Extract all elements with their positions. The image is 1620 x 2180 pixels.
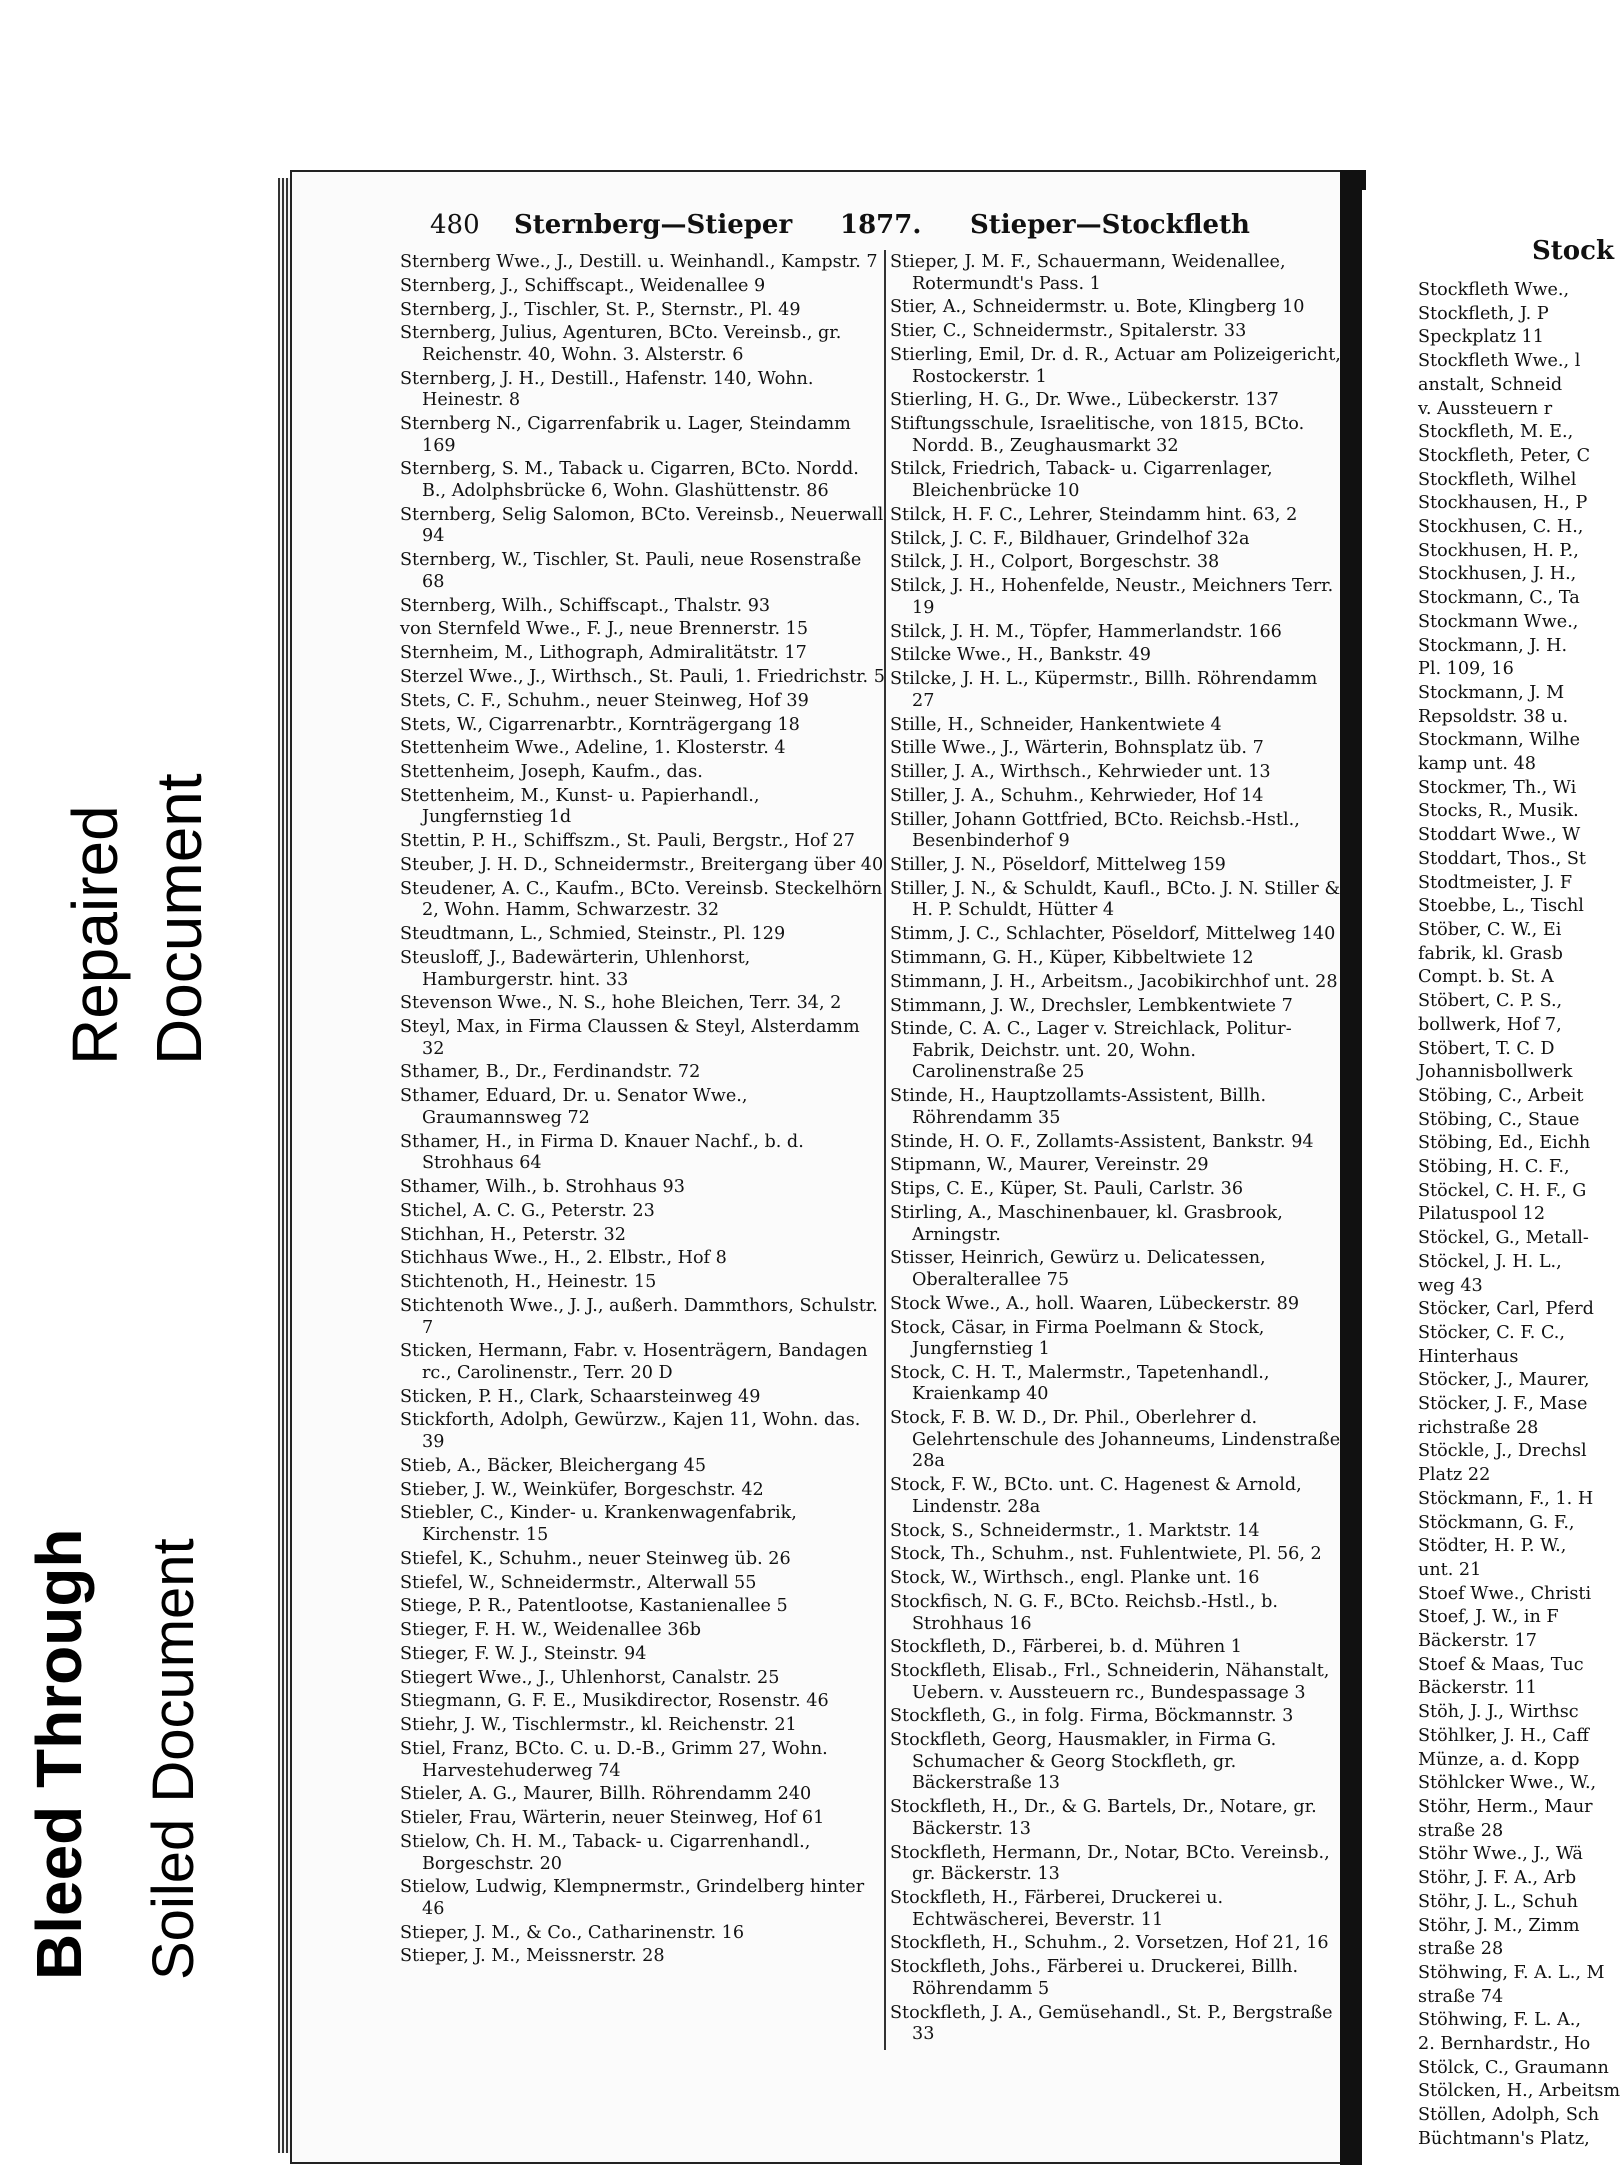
directory-entry: Stöhr, J. F. A., Arb [1418, 1868, 1577, 1889]
directory-entry: Stevenson Wwe., N. S., hohe Bleichen, Terr. 34, 2 [400, 993, 842, 1014]
directory-entry: Stiel, Franz, BCto. C. u. D.-B., Grimm 27, Wohn. Harvestehuderweg 74 [400, 1739, 828, 1781]
directory-entry: Stockhusen, H. P., [1418, 540, 1579, 561]
directory-entry: Münze, a. d. Kopp [1418, 1749, 1580, 1770]
directory-entry: Stirling, A., Maschinenbauer, kl. Grasbrook, Arningstr. [890, 1202, 1283, 1245]
directory-entry: Compt. b. St. A [1418, 967, 1554, 988]
directory-entry: Sthamer, Eduard, Dr. u. Senator Wwe., Graumannsweg 72 [400, 1086, 748, 1128]
directory-entry: Sternberg, J., Tischler, St. P., Sternstr., Pl. 49 [400, 299, 801, 320]
directory-entry: Stichhaus Wwe., H., 2. Elbstr., Hof 8 [400, 1248, 727, 1269]
directory-entry: Stoef Wwe., Christi [1418, 1583, 1592, 1604]
directory-entry: Stöbing, Ed., Eichh [1418, 1133, 1591, 1154]
directory-entry: Stichtenoth Wwe., J. J., außerh. Dammthors, Schulstr. 7 [400, 1295, 878, 1338]
directory-entry: Stierling, Emil, Dr. d. R., Actuar am Polizeigericht, Rostockerstr. 1 [890, 344, 1341, 387]
directory-entry: Sterzel Wwe., J., Wirthsch., St. Pauli, 1. Friedrichstr. 5 [400, 666, 885, 687]
directory-entry: Stockhusen, C. H., [1418, 517, 1584, 538]
directory-entry: Stockmer, Th., Wi [1418, 777, 1577, 798]
directory-entry: Stilcke Wwe., H., Bankstr. 49 [890, 645, 1151, 666]
directory-entry: Stickforth, Adolph, Gewürzw., Kajen 11, Wohn. das. 39 [400, 1410, 861, 1453]
directory-entry: Stimmann, J. W., Drechsler, Lembkentwiete 7 [890, 995, 1293, 1016]
next-page-heading: Stock [1532, 236, 1614, 266]
directory-entry: weg 43 [1418, 1275, 1483, 1296]
directory-entry: Stöllen, Adolph, Sch [1418, 2105, 1600, 2126]
directory-entry: Stier, A., Schneidermstr. u. Bote, Klingberg 10 [890, 297, 1305, 318]
directory-entry: Stierling, H. G., Dr. Wwe., Lübeckerstr. 137 [890, 390, 1279, 411]
directory-entry: Stöckel, J. H. L., [1418, 1251, 1562, 1272]
directory-entry: Stockfleth Wwe., [1418, 280, 1570, 300]
directory-entry: unt. 21 [1418, 1559, 1482, 1580]
directory-entry: Stilck, J. H., Colport, Borgeschstr. 38 [890, 552, 1220, 573]
directory-entry: Stöckmann, F., 1. H [1418, 1488, 1594, 1509]
directory-entry: Stettin, P. H., Schiffszm., St. Pauli, Bergstr., Hof 27 [400, 831, 855, 852]
directory-entry: Stöhr Wwe., J., Wä [1418, 1844, 1583, 1865]
directory-entry: Stiller, Johann Gottfried, BCto. Reichsb.-Hstl., Besenbinderhof 9 [890, 809, 1300, 852]
directory-entry: Stiftungsschule, Israelitische, von 1815, BCto. Nordd. B., Zeughausmarkt 32 [890, 414, 1305, 456]
directory-entry: Stimmann, J. H., Arbeitsm., Jacobikirchhof unt. 28 [890, 971, 1338, 992]
directory-entry: Stöhwing, F. A. L., M [1418, 1962, 1605, 1983]
directory-entry: straße 28 [1418, 1820, 1504, 1841]
directory-entry: Steusloff, J., Badewärterin, Uhlenhorst, Hamburgerstr. hint. 33 [400, 947, 751, 990]
directory-entry: Sthamer, H., in Firma D. Knauer Nachf., b. d. Strohhaus 64 [400, 1131, 804, 1174]
directory-entry: Stieper, J. M., & Co., Catharinenstr. 16 [400, 1922, 745, 1943]
directory-entry: Sternberg, S. M., Taback u. Cigarren, BCto. Nordd. B., Adolphsbrücke 6, Wohn. Glashüttenstr. 86 [400, 459, 859, 502]
directory-entry: Stielow, Ludwig, Klempnermstr., Grindelberg hinter 46 [400, 1877, 865, 1919]
directory-entry: Stiefel, K., Schuhm., neuer Steinweg üb. 26 [400, 1548, 791, 1569]
directory-entry: Stockfleth, J. A., Gemüsehandl., St. P., Bergstraße 33 [890, 2002, 1333, 2045]
directory-entry: Stölcken, H., Arbeitsm [1418, 2081, 1620, 2102]
directory-entry: Sticken, Hermann, Fabr. v. Hosenträgern, Bandagen rc., Carolinenstr., Terr. 20 D [400, 1341, 868, 1383]
directory-entry: Stockmann, J. M [1418, 682, 1565, 703]
directory-entry: Stieger, F. W. J., Steinstr. 94 [400, 1643, 647, 1664]
side-labels [0, 0, 290, 2177]
directory-entry: Stockfisch, N. G. F., BCto. Reichsb.-Hstl., b. Strohhaus 16 [890, 1591, 1278, 1634]
directory-entry: Stöckel, C. H. F., G [1418, 1180, 1587, 1201]
directory-entry: Stockmann, C., Ta [1418, 588, 1580, 609]
bleed-through-label: Bleed Through [23, 1528, 95, 1980]
directory-entry: Stettenheim Wwe., Adeline, 1. Klosterstr. 4 [400, 738, 786, 759]
directory-entry: Stock, S., Schneidermstr., 1. Marktstr. 14 [890, 1520, 1260, 1541]
directory-entry: Stieler, Frau, Wärterin, neuer Steinweg, Hof 61 [400, 1808, 825, 1829]
directory-entry: Stöbert, C. P. S., [1418, 991, 1563, 1012]
directory-entry: Stoddart, Thos., St [1418, 848, 1586, 869]
directory-entry: straße 28 [1418, 1939, 1504, 1960]
directory-entry: Stichel, A. C. G., Peterstr. 23 [400, 1200, 655, 1221]
page-number: 480 [430, 210, 480, 240]
directory-entry: Stockfleth, Elisab., Frl., Schneiderin, Nähanstalt, Uebern. v. Aussteuern rc., Bundespassage 3 [890, 1661, 1330, 1703]
directory-entry: Stieler, A. G., Maurer, Billh. Röhrendamm 240 [400, 1784, 812, 1805]
directory-entry: Stockfleth, H., Dr., & G. Bartels, Dr., Notare, gr. Bäckerstr. 13 [890, 1797, 1317, 1839]
directory-entry: Stieper, J. M., Meissnerstr. 28 [400, 1946, 665, 1967]
directory-entry: Hinterhaus [1418, 1346, 1519, 1367]
directory-entry: Stichhan, H., Peterstr. 32 [400, 1224, 626, 1245]
directory-entry: Sternheim, M., Lithograph, Admiralitätstr. 17 [400, 643, 807, 664]
directory-entry: Stöbing, C., Arbeit [1418, 1085, 1584, 1106]
directory-entry: Stock, Cäsar, in Firma Poelmann & Stock, Jungfernstieg 1 [890, 1317, 1265, 1360]
directory-entry: richstraße 28 [1418, 1417, 1539, 1438]
directory-entry: Sthamer, Wilh., b. Strohhaus 93 [400, 1177, 685, 1197]
directory-entry: Stocks, R., Musik. [1418, 801, 1579, 822]
repaired-label: Repaired [59, 805, 131, 1065]
directory-entry: Stiege, P. R., Patentlootse, Kastanienallee 5 [400, 1596, 788, 1617]
directory-entry: Stöber, C. W., Ei [1418, 919, 1562, 940]
directory-entry: von Sternfeld Wwe., F. J., neue Brennerstr. 15 [400, 619, 809, 640]
directory-entry: Stock, Th., Schuhm., nst. Fuhlentwiete, Pl. 56, 2 [890, 1544, 1322, 1565]
directory-entry: Stockfleth, G., in folg. Firma, Böckmannstr. 3 [890, 1706, 1294, 1727]
directory-entry: Pl. 109, 16 [1418, 659, 1514, 680]
directory-entry: Sticken, P. H., Clark, Schaarsteinweg 49 [400, 1386, 761, 1407]
directory-entry: Stöh, J. J., Wirthsc [1418, 1702, 1579, 1723]
directory-entry: Stockhusen, J. H., [1418, 564, 1577, 585]
directory-entry: Steyl, Max, in Firma Claussen & Steyl, Alsterdamm 32 [400, 1017, 860, 1059]
directory-entry: Stieb, A., Bäcker, Bleichergang 45 [400, 1455, 707, 1476]
directory-entry: Stier, C., Schneidermstr., Spitalerstr. 33 [890, 321, 1247, 342]
directory-entry: Stipmann, W., Maurer, Vereinstr. 29 [890, 1155, 1209, 1176]
directory-entry: Stinde, C. A. C., Lager v. Streichlack, Politur-Fabrik, Deichstr. unt. 20, Wohn. Carolinenstraße 25 [890, 1019, 1292, 1083]
directory-entry: Stieber, J. W., Weinküfer, Borgeschstr. 42 [400, 1479, 764, 1500]
directory-entry: Stöcker, J., Maurer, [1418, 1370, 1590, 1391]
directory-entry: Sthamer, B., Dr., Ferdinandstr. 72 [400, 1062, 701, 1083]
directory-entry: Stockmann, Wilhe [1418, 730, 1581, 751]
directory-entry: Stockfleth, J. P [1418, 303, 1549, 324]
directory-entry: Stockfleth, H., Schuhm., 2. Vorsetzen, Hof 21, 16 [890, 1933, 1329, 1954]
directory-entry: Stiegert Wwe., J., Uhlenhorst, Canalstr. 25 [400, 1667, 780, 1688]
document-label: Document [143, 773, 215, 1065]
page-header [430, 206, 1310, 256]
directory-entry: Stöbing, C., Staue [1418, 1109, 1580, 1130]
directory-entry: Stiller, J. A., Schuhm., Kehrwieder, Hof 14 [890, 785, 1264, 806]
directory-entry: Johannisbollwerk [1418, 1062, 1573, 1083]
right-running-head: Stieper—Stockfleth [970, 210, 1250, 240]
directory-entry: Stöcker, Carl, Pferd [1418, 1299, 1594, 1320]
directory-entry: Stimm, J. C., Schlachter, Pöseldorf, Mittelweg 140 [890, 924, 1336, 945]
directory-entry: Stöhlker, J. H., Caff [1418, 1725, 1589, 1746]
directory-entry: Stöckel, G., Metall- [1418, 1228, 1589, 1249]
directory-entry: Stöbing, H. C. F., [1418, 1157, 1570, 1178]
directory-entry: Stöckle, J., Drechsl [1418, 1441, 1587, 1462]
directory-entry: Stisser, Heinrich, Gewürz u. Delicatessen, Oberalterallee 75 [890, 1248, 1266, 1290]
directory-entry: Stieger, F. H. W., Weidenallee 36b [400, 1620, 701, 1641]
directory-entry: Stoef & Maas, Tuc [1418, 1654, 1584, 1675]
directory-entry: Stockmann Wwe., [1418, 611, 1579, 632]
directory-entry: Stodtmeister, J. F [1418, 872, 1573, 893]
directory-entry: Speckplatz 11 [1418, 327, 1544, 348]
directory-entry: Stoddart Wwe., W [1418, 825, 1581, 846]
directory-entry: anstalt, Schneid [1418, 374, 1563, 395]
directory-entry: Stockfleth, H., Färberei, Druckerei u. Echtwäscherei, Beverstr. 11 [890, 1887, 1224, 1930]
directory-entry: Stiller, J. N., & Schuldt, Kaufl., BCto. J. N. Stiller & H. P. Schuldt, Hütter 4 [890, 878, 1341, 921]
directory-entry: Steuber, J. H. D., Schneidermstr., Breitergang über 40 [400, 855, 884, 875]
directory-entry: Bäckerstr. 17 [1418, 1631, 1537, 1652]
directory-entry: Stettenheim, M., Kunst- u. Papierhandl., Jungfernstieg 1d [400, 785, 760, 828]
directory-entry: Sternberg, J., Schiffscapt., Weidenallee 9 [400, 275, 766, 296]
directory-entry: Stiegmann, G. F. E., Musikdirector, Rosenstr. 46 [400, 1691, 829, 1712]
directory-entry: Stölck, C., Graumann [1418, 2057, 1609, 2078]
directory-entry: Stockfleth, Johs., Färberei u. Druckerei, Billh. Röhrendamm 5 [890, 1957, 1299, 1999]
directory-entry: Stichtenoth, H., Heinestr. 15 [400, 1272, 657, 1293]
soiled-document-label: Soiled Document [141, 1538, 206, 1980]
directory-entry: Stockfleth, M. E., [1418, 422, 1574, 443]
right-column [890, 252, 1345, 2048]
directory-entry: Stiller, J. N., Pöseldorf, Mittelweg 159 [890, 855, 1226, 875]
directory-entry: Stöcker, J. F., Mase [1418, 1394, 1588, 1415]
directory-entry: bollwerk, Hof 7, [1418, 1014, 1562, 1035]
directory-entry: Sternberg Wwe., J., Destill. u. Weinhandl., Kampstr. 7 [400, 252, 878, 272]
year-heading: 1877. [840, 210, 922, 240]
directory-entry: kamp unt. 48 [1418, 754, 1536, 775]
directory-entry: Stiehr, J. W., Tischlermstr., kl. Reichenstr. 21 [400, 1715, 797, 1736]
directory-entry: Stöhr, J. L., Schuh [1418, 1891, 1578, 1912]
directory-entry: Stöckmann, G. F., [1418, 1512, 1575, 1533]
directory-entry: Stilck, Friedrich, Taback- u. Cigarrenlager, Bleichenbrücke 10 [890, 459, 1273, 502]
directory-entry: Pilatuspool 12 [1418, 1204, 1546, 1225]
directory-entry: Stiebler, C., Kinder- u. Krankenwagenfabrik, Kirchenstr. 15 [400, 1503, 797, 1545]
directory-entry: Sternberg, Wilh., Schiffscapt., Thalstr. 93 [400, 595, 771, 616]
directory-entry: Stinde, H. O. F., Zollamts-Assistent, Bankstr. 94 [890, 1131, 1314, 1152]
directory-entry: Steudener, A. C., Kaufm., BCto. Vereinsb. Steckelhörn 2, Wohn. Hamm, Schwarzestr. 32 [400, 878, 883, 921]
directory-entry: Büchtmann's Platz, [1418, 2128, 1590, 2149]
directory-entry: Stöhr, Herm., Maur [1418, 1797, 1593, 1817]
directory-entry: Stockmann, J. H. [1418, 635, 1568, 656]
directory-entry: Stockfleth, Wilhel [1418, 469, 1577, 490]
directory-entry: 2. Bernhardstr., Ho [1418, 2034, 1591, 2055]
directory-entry: Stinde, H., Hauptzollamts-Assistent, Billh. Röhrendamm 35 [890, 1086, 1267, 1128]
directory-entry: Stilck, H. F. C., Lehrer, Steindamm hint. 63, 2 [890, 504, 1298, 525]
directory-entry: Stöhwing, F. L. A., [1418, 2010, 1581, 2031]
directory-entry: Stilcke, J. H. L., Küpermstr., Billh. Röhrendamm 27 [890, 669, 1318, 711]
directory-entry: Stets, C. F., Schuhm., neuer Steinweg, Hof 39 [400, 690, 809, 711]
directory-entry: Stets, W., Cigarrenarbtr., Kornträgergang 18 [400, 714, 800, 735]
directory-entry: Stieper, J. M. F., Schauermann, Weidenallee, Rotermundt's Pass. 1 [890, 252, 1286, 294]
directory-entry: Stock, F. W., BCto. unt. C. Hagenest & Arnold, Lindenstr. 28a [890, 1475, 1302, 1517]
directory-entry: Stödter, H. P. W., [1418, 1536, 1567, 1557]
directory-entry: Stille Wwe., J., Wärterin, Bohnsplatz üb. 7 [890, 738, 1264, 759]
left-column [400, 252, 886, 1970]
directory-entry: Steudtmann, L., Schmied, Steinstr., Pl. 129 [400, 924, 786, 945]
directory-entry: Stoebbe, L., Tischl [1418, 896, 1584, 917]
directory-entry: straße 74 [1418, 1986, 1504, 2007]
directory-entry: Stockfleth, D., Färberei, b. d. Mühren 1 [890, 1637, 1242, 1658]
directory-entry: v. Aussteuern r [1418, 398, 1553, 419]
directory-entry: Bäckerstr. 11 [1418, 1678, 1537, 1699]
directory-entry: Stiefel, W., Schneidermstr., Alterwall 55 [400, 1572, 757, 1593]
directory-entry: Stöhlcker Wwe., W., [1418, 1773, 1597, 1794]
directory-entry: Stöbert, T. C. D [1418, 1038, 1555, 1059]
directory-entry: Stockhausen, H., P [1418, 493, 1588, 514]
directory-entry: Stöhr, J. M., Zimm [1418, 1915, 1580, 1936]
directory-entry: Stöcker, C. F. C., [1418, 1322, 1565, 1343]
directory-entry: Stilck, J. H., Hohenfelde, Neustr., Meichners Terr. 19 [890, 576, 1334, 618]
next-page-column [1418, 280, 1620, 2153]
directory-entry: Stielow, Ch. H. M., Taback- u. Cigarrenhandl., Borgeschstr. 20 [400, 1831, 811, 1874]
directory-entry: Sternberg N., Cigarrenfabrik u. Lager, Steindamm 169 [400, 414, 851, 456]
directory-entry: Stock Wwe., A., holl. Waaren, Lübeckerstr. 89 [890, 1293, 1300, 1314]
directory-entry: Stettenheim, Joseph, Kaufm., das. [400, 762, 703, 783]
directory-entry: Stiller, J. A., Wirthsch., Kehrwieder unt. 13 [890, 762, 1271, 783]
directory-entry: Stockfleth, Georg, Hausmakler, in Firma G. Schumacher & Georg Stockfleth, gr. Bäckerstraße 13 [890, 1730, 1277, 1794]
directory-entry: Stilck, J. C. F., Bildhauer, Grindelhof 32a [890, 528, 1250, 549]
directory-entry: Stock, C. H. T., Malermstr., Tapetenhandl., Kraienkamp 40 [890, 1362, 1270, 1405]
directory-entry: Repsoldstr. 38 u. [1418, 706, 1569, 727]
directory-entry: Sternberg, Selig Salomon, BCto. Vereinsb., Neuerwall 94 [400, 504, 884, 547]
left-running-head: Sternberg—Stieper [514, 210, 793, 240]
directory-entry: Stockfleth, Peter, C [1418, 445, 1591, 466]
directory-entry: Stimmann, G. H., Küper, Kibbeltwiete 12 [890, 947, 1254, 968]
directory-entry: Stock, F. B. W. D., Dr. Phil., Oberlehrer d. Gelehrtenschule des Johanneums, Lindenstraße 28a [890, 1408, 1341, 1472]
directory-entry: Stille, H., Schneider, Hankentwiete 4 [890, 714, 1222, 735]
directory-entry: Sternberg, J. H., Destill., Hafenstr. 140, Wohn. Heinestr. 8 [400, 368, 814, 411]
directory-entry: Stockfleth, Hermann, Dr., Notar, BCto. Vereinsb., gr. Bäckerstr. 13 [890, 1842, 1330, 1885]
directory-entry: Platz 22 [1418, 1465, 1491, 1486]
directory-entry: Stoef, J. W., in F [1418, 1607, 1559, 1628]
directory-entry: Stockfleth Wwe., l [1418, 351, 1581, 372]
directory-entry: Stips, C. E., Küper, St. Pauli, Carlstr. 36 [890, 1179, 1244, 1200]
directory-entry: Stock, W., Wirthsch., engl. Planke unt. 16 [890, 1568, 1260, 1589]
directory-entry: fabrik, kl. Grasb [1418, 943, 1563, 964]
directory-entry: Stilck, J. H. M., Töpfer, Hammerlandstr. 166 [890, 621, 1282, 642]
directory-entry: Sternberg, Julius, Agenturen, BCto. Vereinsb., gr. Reichenstr. 40, Wohn. 3. Alsterstr. 6 [400, 323, 842, 365]
directory-entry: Sternberg, W., Tischler, St. Pauli, neue Rosenstraße 68 [400, 550, 862, 592]
